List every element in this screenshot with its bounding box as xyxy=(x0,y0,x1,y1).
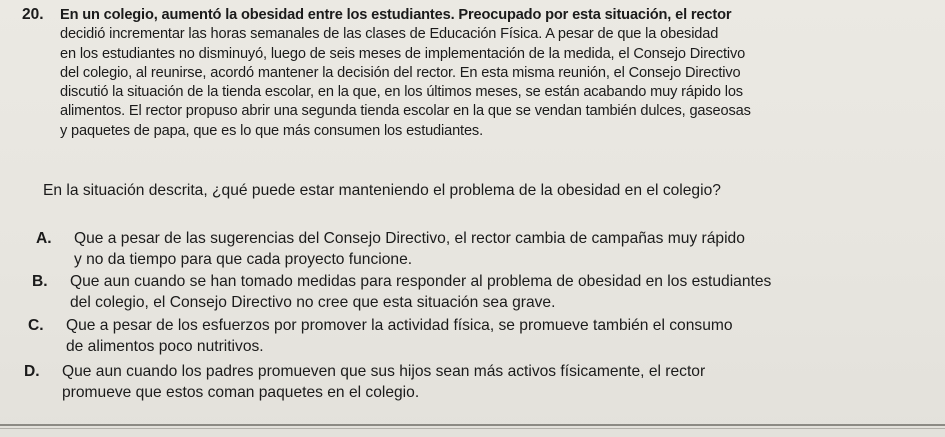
option-line: de alimentos poco nutritivos. xyxy=(66,337,264,355)
option-letter: B. xyxy=(32,273,48,290)
option-letter: D. xyxy=(24,363,40,380)
option-letter: A. xyxy=(36,230,52,247)
question-paragraph xyxy=(60,6,930,141)
option-line: Que aun cuando se han tomado medidas para responder al problema de obesidad en los estudiantes xyxy=(70,273,772,290)
question-number: 20. xyxy=(22,6,44,23)
option-letter: C. xyxy=(28,317,44,334)
page-divider-shadow xyxy=(0,428,945,429)
option-line: Que a pesar de las sugerencias del Consejo Directivo, el rector cambia de campañas muy rápido xyxy=(74,230,745,247)
option-text xyxy=(62,362,705,403)
paragraph-line: En un colegio, aumentó la obesidad entre los estudiantes. Preocupado por esta situación, el rector xyxy=(60,7,732,23)
paragraph-line: en los estudiantes no disminuyó, luego de seis meses de implementación de la medida, el Consejo Directivo xyxy=(60,45,746,62)
option-text xyxy=(74,229,745,270)
paragraph-line: discutió la situación de la tienda escolar, en la que, en los últimos meses, se están acabando muy rápido los xyxy=(60,84,743,101)
option-line: y no da tiempo para que cada proyecto funcione. xyxy=(74,250,413,268)
option-text xyxy=(66,316,733,357)
paragraph-line: alimentos. El rector propuso abrir una segunda tienda escolar en la que se vendan también dulces, gaseosas xyxy=(60,103,751,120)
option-line: Que aun cuando los padres promueven que sus hijos sean más activos físicamente, el rector xyxy=(62,363,706,380)
option-text xyxy=(70,272,771,313)
option-line: del colegio, el Consejo Directivo no cree que esta situación sea grave. xyxy=(70,293,556,311)
question-stem: En la situación descrita, ¿qué puede estar manteniendo el problema de la obesidad en el colegio? xyxy=(43,182,721,199)
paragraph-line: decidió incrementar las horas semanales de las clases de Educación Física. A pesar de que la obesidad xyxy=(60,26,719,43)
option-line: promueve que estos coman paquetes en el colegio. xyxy=(62,383,420,401)
paragraph-line: y paquetes de papa, que es lo que más consumen los estudiantes. xyxy=(60,122,483,139)
option-line: Que a pesar de los esfuerzos por promover la actividad física, se promueve también el consumo xyxy=(66,317,733,334)
page-divider xyxy=(0,424,945,426)
paragraph-line: del colegio, al reunirse, acordó mantener la decisión del rector. En esta misma reunión, el Consejo Directivo xyxy=(60,64,741,81)
